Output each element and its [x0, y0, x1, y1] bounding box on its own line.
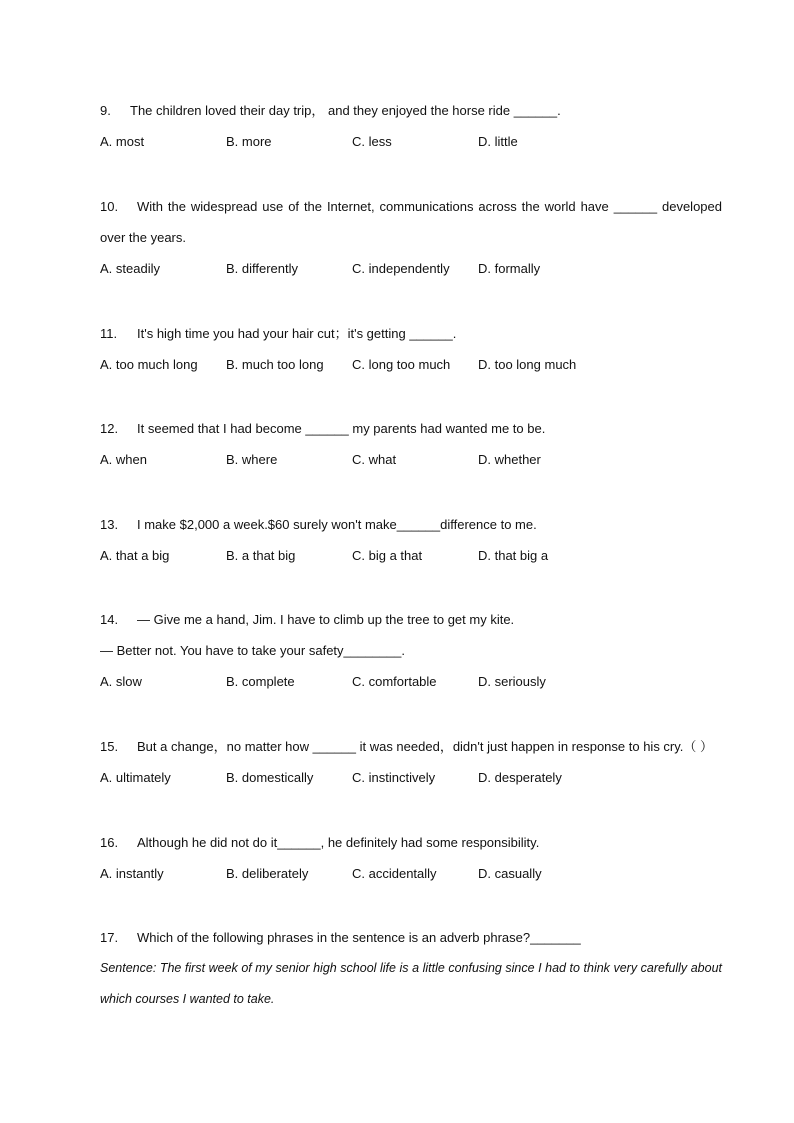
option-b[interactable]: B. where	[226, 452, 278, 467]
question-text: — Give me a hand, Jim. I have to climb up the tree to get my kite.	[137, 612, 515, 627]
option-a[interactable]: A. slow	[100, 674, 142, 689]
options-row	[100, 444, 722, 475]
question-text: The children loved their day trip， and they enjoyed the horse ride ______.	[130, 103, 561, 118]
question-stem	[100, 413, 722, 444]
question-stem	[100, 509, 722, 540]
question-text: But a change，no matter how ______ it was needed，didn't just happen in response to his cry.（ ）	[137, 739, 714, 754]
question-text: Although he did not do it______, he definitely had some responsibility.	[137, 835, 540, 850]
question-9	[100, 95, 722, 157]
question-number: 15.	[100, 739, 119, 754]
question-stem	[100, 922, 722, 953]
question-14	[100, 604, 722, 697]
option-c[interactable]: C. what	[352, 452, 397, 467]
question-text-continued: over the years.	[100, 230, 186, 245]
option-d[interactable]: D. casually	[478, 866, 542, 881]
option-b[interactable]: B. complete	[226, 674, 295, 689]
option-b[interactable]: B. deliberately	[226, 866, 309, 881]
options-row	[100, 762, 722, 793]
option-d[interactable]: D. that big a	[478, 548, 549, 563]
option-c[interactable]: C. independently	[352, 261, 450, 276]
question-text: It's high time you had your hair cut；it's getting ______.	[137, 326, 457, 341]
question-number: 13.	[100, 517, 119, 532]
option-d[interactable]: D. whether	[478, 452, 541, 467]
question-text: With the widespread use of the Internet, communications across the world have ______ developed	[137, 199, 722, 214]
option-c[interactable]: C. comfortable	[352, 674, 437, 689]
question-number: 14.	[100, 612, 119, 627]
question-text: It seemed that I had become ______ my parents had wanted me to be.	[137, 421, 546, 436]
option-d[interactable]: D. seriously	[478, 674, 546, 689]
option-b[interactable]: B. domestically	[226, 770, 314, 785]
option-c[interactable]: C. less	[352, 134, 392, 149]
option-a[interactable]: A. instantly	[100, 866, 164, 881]
option-b[interactable]: B. more	[226, 134, 272, 149]
option-a[interactable]: A. most	[100, 134, 145, 149]
option-a[interactable]: A. when	[100, 452, 147, 467]
question-11	[100, 318, 722, 380]
option-c[interactable]: C. long too much	[352, 357, 451, 372]
question-number: 9.	[100, 103, 111, 118]
question-10	[100, 191, 722, 284]
options-row	[100, 253, 722, 284]
option-b[interactable]: B. much too long	[226, 357, 324, 372]
question-stem	[100, 827, 722, 858]
question-number: 10.	[100, 199, 119, 214]
option-a[interactable]: A. too much long	[100, 357, 198, 372]
example-sentence: Sentence: The first week of my senior high school life is a little confusing since I had to think very carefully about which courses I wanted to take.	[100, 961, 722, 1006]
option-d[interactable]: D. formally	[478, 261, 541, 276]
question-stem	[100, 604, 722, 635]
option-d[interactable]: D. little	[478, 134, 518, 149]
question-number: 17.	[100, 930, 119, 945]
option-b[interactable]: B. differently	[226, 261, 299, 276]
option-a[interactable]: A. that a big	[100, 548, 170, 563]
question-15	[100, 731, 722, 793]
option-d[interactable]: D. desperately	[478, 770, 562, 785]
question-stem	[100, 318, 722, 349]
options-row	[100, 126, 722, 157]
question-number: 16.	[100, 835, 119, 850]
question-13	[100, 509, 722, 571]
option-d[interactable]: D. too long much	[478, 357, 577, 372]
question-stem	[100, 95, 722, 126]
question-stem	[100, 191, 722, 222]
question-number: 12.	[100, 421, 119, 436]
options-row	[100, 858, 722, 889]
option-a[interactable]: A. ultimately	[100, 770, 171, 785]
question-number: 11.	[100, 326, 118, 341]
question-text: I make $2,000 a week.$60 surely won't make______difference to me.	[137, 517, 537, 532]
options-row	[100, 349, 722, 380]
question-stem	[100, 731, 722, 762]
option-c[interactable]: C. accidentally	[352, 866, 437, 881]
question-17	[100, 922, 722, 1015]
question-text-reply: — Better not. You have to take your safety________.	[100, 643, 405, 658]
question-16	[100, 827, 722, 889]
options-row	[100, 540, 722, 571]
option-a[interactable]: A. steadily	[100, 261, 160, 276]
options-row	[100, 666, 722, 697]
option-b[interactable]: B. a that big	[226, 548, 296, 563]
question-text: Which of the following phrases in the sentence is an adverb phrase?_______	[137, 930, 581, 945]
option-c[interactable]: C. instinctively	[352, 770, 436, 785]
question-12	[100, 413, 722, 475]
option-c[interactable]: C. big a that	[352, 548, 423, 563]
